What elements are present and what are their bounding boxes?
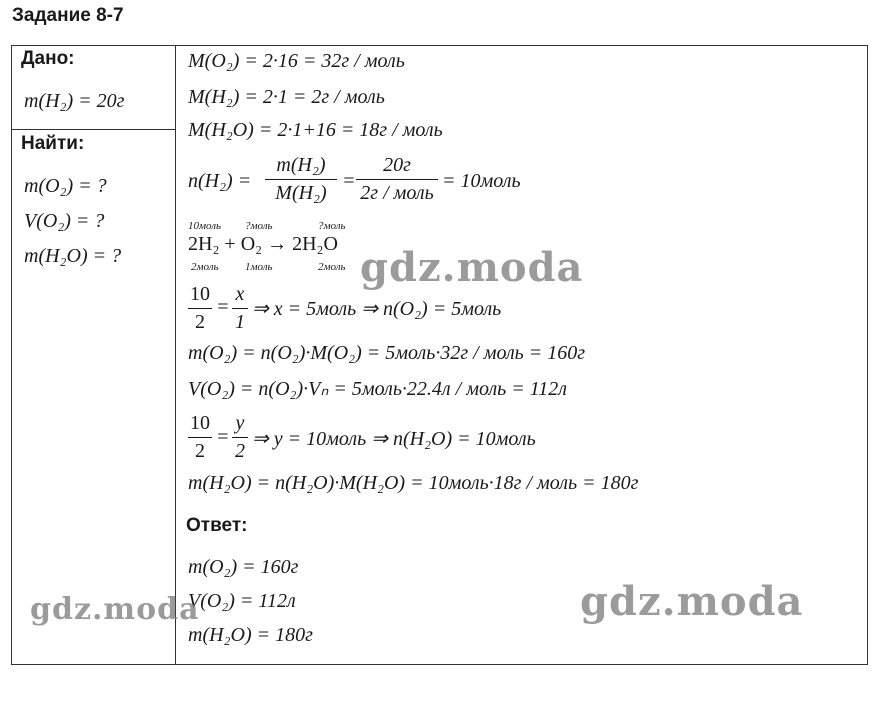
fraction-denominator: 2 [195,440,205,462]
molar-mass-h2o: M(H₂O) = 2·1+16 = 18г / моль [188,119,443,141]
proportion2-right [232,412,248,463]
n-h2-lhs: n(H₂) = [188,170,252,192]
proportion2-left [188,412,212,463]
watermark: gdz.moda [580,578,804,625]
fraction-numerator: 10 [190,412,210,434]
reaction-equation: 2H₂ + O₂ → 2H₂O [188,233,338,255]
find-item: m(O₂) = ? [24,175,107,197]
find-label: Найти: [21,133,85,154]
fraction-denominator: 2 [235,440,245,462]
reaction-above-h2: 10моль [188,220,222,232]
reaction-above-h2o: ?моль [318,220,346,232]
proportion1-left [188,283,212,334]
watermark: gdz.moda [360,244,584,291]
answer-item: V(O₂) = 112л [188,590,296,612]
fraction-denominator: 2 [195,311,205,333]
fraction-numerator: x [235,283,245,305]
equals-sign: = [342,170,356,192]
mass-o2-calc: m(O₂) = n(O₂)·M(O₂) = 5моль·32г / моль = 160г [188,342,586,364]
reaction-below-o2: 1моль [245,261,273,273]
task-title: Задание 8-7 [12,5,124,26]
equals-sign: = [216,426,230,448]
proportion1-result: ⇒ x = 5моль ⇒ n(O₂) = 5моль [252,298,502,320]
answer-item: m(H₂O) = 180г [188,624,313,646]
watermark: gdz.moda [30,592,200,627]
fraction-numerator: 20г [383,154,411,176]
given-label: Дано: [21,48,75,69]
column-divider [175,45,176,665]
fraction-numerator: 10 [190,283,210,305]
reaction-below-h2: 2моль [191,261,219,273]
equals-sign: = [216,296,230,318]
reaction-below-h2o: 2моль [318,261,346,273]
find-item: V(O₂) = ? [24,210,105,232]
answer-label: Ответ: [186,515,248,536]
fraction-values [356,154,438,205]
fraction-denominator: M(H₂) [275,182,327,204]
answer-item: m(O₂) = 160г [188,556,299,578]
proportion1-right [232,283,248,334]
mass-h2o-calc: m(H₂O) = n(H₂O)·M(H₂O) = 10моль·18г / моль = 180г [188,472,639,494]
fraction-mass-over-molar [265,154,337,205]
reaction-above-o2: ?моль [245,220,273,232]
molar-mass-h2: M(H₂) = 2·1 = 2г / моль [188,86,385,108]
fraction-numerator: m(H₂) [276,154,326,176]
fraction-denominator: 2г / моль [360,182,434,204]
fraction-denominator: 1 [235,311,245,333]
volume-o2-calc: V(O₂) = n(O₂)·Vₙ = 5моль·22.4л / моль = 112л [188,378,568,400]
proportion2-result: ⇒ y = 10моль ⇒ n(H₂O) = 10моль [252,428,536,450]
row-divider [11,129,176,130]
fraction-numerator: y [235,412,245,434]
n-h2-result: = 10моль [442,170,521,192]
given-item: m(H₂) = 20г [24,90,125,112]
find-item: m(H₂O) = ? [24,245,122,267]
molar-mass-o2: M(O₂) = 2·16 = 32г / моль [188,50,405,72]
